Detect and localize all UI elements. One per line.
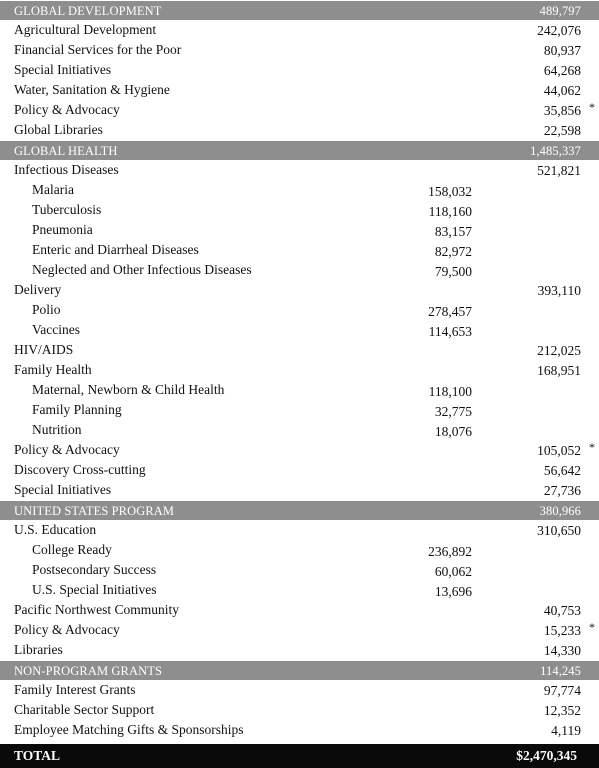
- sub-program-amount: 32,775: [434, 404, 472, 419]
- sub-program-amount: 118,160: [428, 204, 472, 219]
- program-amount: 521,821: [537, 163, 581, 178]
- program-label: Policy & Advocacy: [14, 622, 120, 637]
- program-row: [0, 100, 599, 120]
- program-label: Water, Sanitation & Hygiene: [14, 82, 170, 97]
- sub-program-amount: 158,032: [428, 184, 472, 199]
- total-row: [0, 744, 599, 768]
- section-amount: 380,966: [539, 504, 581, 518]
- program-label: Global Libraries: [14, 122, 103, 137]
- program-amount: 242,076: [537, 23, 581, 38]
- program-row: [0, 80, 599, 100]
- program-label: Special Initiatives: [14, 62, 112, 77]
- sub-program-row: [0, 560, 599, 580]
- program-row: [0, 620, 599, 640]
- section-title: NON-PROGRAM GRANTS: [14, 664, 162, 678]
- program-amount: 97,774: [543, 683, 581, 698]
- program-row: [0, 600, 599, 620]
- sub-program-amount: 18,076: [434, 424, 472, 439]
- total-amount: $2,470,345: [516, 748, 577, 763]
- sub-program-amount: 236,892: [428, 544, 472, 559]
- footnote-marker: *: [589, 100, 595, 114]
- sub-program-row: [0, 200, 599, 220]
- program-label: Employee Matching Gifts & Sponsorships: [14, 722, 244, 737]
- section-title: GLOBAL DEVELOPMENT: [14, 4, 162, 18]
- sub-program-row: [0, 380, 599, 400]
- sub-program-row: [0, 300, 599, 320]
- program-label: Pneumonia: [32, 222, 93, 237]
- program-row: [0, 360, 599, 380]
- section-header: [0, 660, 599, 680]
- sub-program-row: [0, 400, 599, 420]
- program-amount: 40,753: [543, 603, 581, 618]
- program-label: Policy & Advocacy: [14, 442, 120, 457]
- section-amount: 114,245: [540, 664, 581, 678]
- section-amount: 1,485,337: [530, 144, 581, 158]
- section-header: [0, 500, 599, 520]
- sub-program-amount: 83,157: [434, 224, 472, 239]
- program-label: Libraries: [14, 642, 63, 657]
- section-title: UNITED STATES PROGRAM: [14, 504, 175, 518]
- section-header: [0, 140, 599, 160]
- program-row: [0, 40, 599, 60]
- program-label: Maternal, Newborn & Child Health: [32, 382, 225, 397]
- program-amount: 22,598: [543, 123, 581, 138]
- program-row: [0, 280, 599, 300]
- program-amount: 393,110: [537, 283, 581, 298]
- program-row: [0, 720, 599, 740]
- program-label: Charitable Sector Support: [14, 702, 155, 717]
- sub-program-amount: 114,653: [428, 324, 472, 339]
- program-amount: 64,268: [543, 63, 581, 78]
- program-row: [0, 20, 599, 40]
- program-label: Family Planning: [32, 402, 122, 417]
- sub-program-row: [0, 580, 599, 600]
- program-amount: 310,650: [537, 523, 581, 538]
- program-label: Tuberculosis: [32, 202, 102, 217]
- program-label: Infectious Diseases: [14, 162, 119, 177]
- sub-program-amount: 13,696: [434, 584, 472, 599]
- program-row: [0, 120, 599, 140]
- program-row: [0, 520, 599, 540]
- section-amount: 489,797: [539, 4, 581, 18]
- program-amount: 27,736: [543, 483, 581, 498]
- sub-program-amount: 82,972: [434, 244, 472, 259]
- sub-program-row: [0, 260, 599, 280]
- program-label: Family Health: [14, 362, 92, 377]
- program-amount: 12,352: [543, 703, 581, 718]
- program-row: [0, 440, 599, 460]
- sub-program-amount: 79,500: [434, 264, 472, 279]
- sub-program-row: [0, 220, 599, 240]
- sub-program-row: [0, 240, 599, 260]
- sub-program-row: [0, 420, 599, 440]
- footnote-marker: *: [589, 620, 595, 634]
- program-label: U.S. Education: [14, 522, 97, 537]
- program-amount: 4,119: [551, 723, 581, 738]
- program-label: Neglected and Other Infectious Diseases: [32, 262, 252, 277]
- program-label: Policy & Advocacy: [14, 102, 120, 117]
- sub-program-row: [0, 540, 599, 560]
- section-title: GLOBAL HEALTH: [14, 144, 118, 158]
- program-label: Postsecondary Success: [32, 562, 157, 577]
- program-amount: 212,025: [537, 343, 581, 358]
- program-amount: 35,856: [543, 103, 581, 118]
- program-label: Enteric and Diarrheal Diseases: [32, 242, 199, 257]
- program-row: [0, 460, 599, 480]
- program-amount: 14,330: [543, 643, 581, 658]
- sub-program-amount: 118,100: [428, 384, 472, 399]
- program-amount: 56,642: [543, 463, 581, 478]
- program-amount: 168,951: [537, 363, 581, 378]
- program-label: Nutrition: [32, 422, 82, 437]
- program-label: Polio: [32, 302, 61, 317]
- program-row: [0, 640, 599, 660]
- program-label: HIV/AIDS: [14, 342, 74, 357]
- program-amount: 80,937: [543, 43, 581, 58]
- program-amount: 15,233: [543, 623, 581, 638]
- program-label: Discovery Cross-cutting: [14, 462, 146, 477]
- program-label: Malaria: [32, 182, 74, 197]
- sub-program-amount: 60,062: [434, 564, 472, 579]
- program-row: [0, 680, 599, 700]
- program-amount: 44,062: [543, 83, 581, 98]
- program-label: Agricultural Development: [14, 22, 157, 37]
- program-label: Family Interest Grants: [14, 682, 136, 697]
- sub-program-row: [0, 320, 599, 340]
- program-label: Vaccines: [32, 322, 80, 337]
- program-label: College Ready: [32, 542, 112, 557]
- program-row: [0, 700, 599, 720]
- section-header: [0, 0, 599, 20]
- program-label: U.S. Special Initiatives: [32, 582, 157, 597]
- footnote-marker: *: [589, 440, 595, 454]
- program-row: [0, 480, 599, 500]
- program-amount: 105,052: [537, 443, 581, 458]
- program-row: [0, 340, 599, 360]
- sub-program-row: [0, 180, 599, 200]
- total-label: TOTAL: [14, 748, 61, 763]
- program-row: [0, 160, 599, 180]
- program-label: Pacific Northwest Community: [14, 602, 179, 617]
- sub-program-amount: 278,457: [428, 304, 472, 319]
- program-label: Financial Services for the Poor: [14, 42, 182, 57]
- program-label: Delivery: [14, 282, 62, 297]
- program-label: Special Initiatives: [14, 482, 112, 497]
- program-row: [0, 60, 599, 80]
